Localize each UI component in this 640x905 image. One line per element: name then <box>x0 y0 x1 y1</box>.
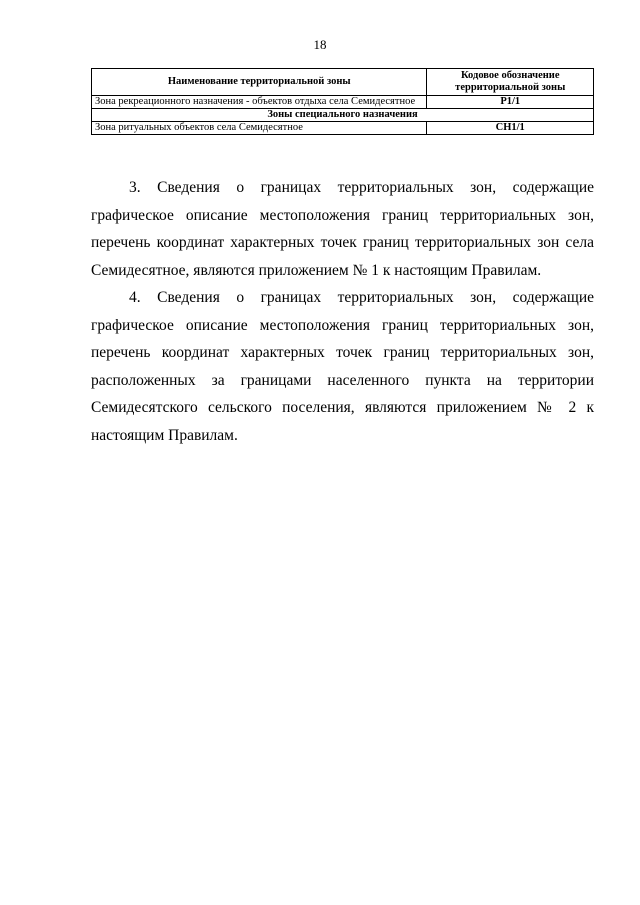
zone-name-cell: Зона рекреационного назначения - объектов отдыха села Семидесятное <box>92 96 427 109</box>
table-row <box>92 122 594 135</box>
table-section-row <box>92 109 594 122</box>
table-header-row <box>92 69 594 96</box>
zone-name-cell: Зона ритуальных объектов села Семидесятное <box>92 122 427 135</box>
zone-code-cell: СН1/1 <box>427 122 594 135</box>
table-row <box>92 96 594 109</box>
zones-table <box>91 68 594 135</box>
page-number: 18 <box>313 37 327 52</box>
header-zone-name: Наименование территориальной зоны <box>92 69 427 96</box>
paragraph-4: 4. Сведения о границах территориальных зон, содержащие графическое описание местоположения границ территориальных зон, перечень координат характерных точек границ территориальных зон, расположенных за границами населенного пункта на территории Семидесятского сельского поселения, являются приложением № 2 к настоящим Правилам. <box>91 289 594 444</box>
header-zone-code: Кодовое обозначение территориальной зоны <box>427 69 594 96</box>
zone-code-cell: Р1/1 <box>427 96 594 109</box>
section-title-cell: Зоны специального назначения <box>92 109 594 122</box>
body-text <box>91 174 594 449</box>
paragraph-3: 3. Сведения о границах территориальных зон, содержащие графическое описание местоположения границ территориальных зон, перечень координат характерных точек границ территориальных зон села Семидесятное, являются приложением № 1 к настоящим Правилам. <box>91 179 594 279</box>
